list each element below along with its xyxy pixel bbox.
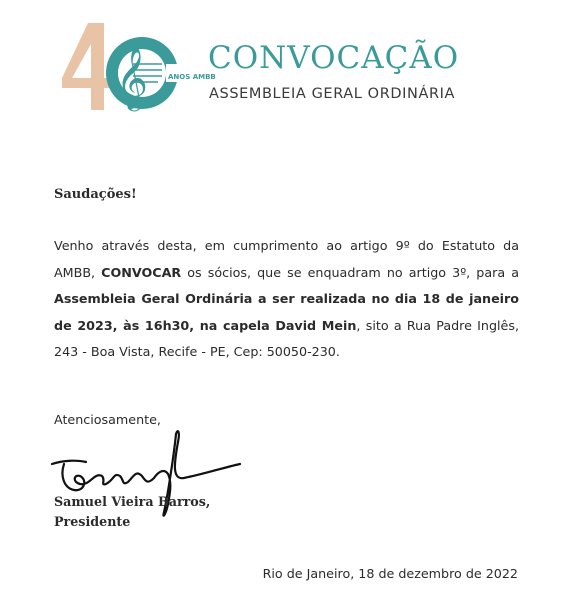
signer-name: Samuel Vieira Barros, [54, 494, 211, 509]
document-subtitle: ASSEMBLEIA GERAL ORDINÁRIA [209, 86, 456, 102]
greeting: Saudações! [54, 187, 137, 202]
svg-text:𝄞: 𝄞 [116, 46, 148, 109]
document-title: CONVOCAÇÃO [208, 40, 460, 76]
body-text-3: , sito a Rua Padre Inglês, 243 - Boa Vista, Recife - PE, Cep: 50050-230. [54, 317, 519, 359]
closing: Atenciosamente, [54, 412, 161, 427]
anniversary-logo-icon [58, 18, 216, 118]
place-and-date: Rio de Janeiro, 18 de dezembro de 2022 [262, 566, 518, 581]
handwritten-signature [44, 424, 244, 524]
letter-body [54, 233, 519, 366]
signer-role: Presidente [54, 514, 131, 529]
body-text-1: Venho através desta, em cumprimento ao artigo 9º do Estatuto da AMBB, [54, 238, 519, 280]
body-emphasis-convocar: CONVOCAR [101, 264, 182, 280]
body-text-2: os sócios, que se enquadram no artigo 3º, para a [181, 264, 519, 280]
body-emphasis-assembly: Assembleia Geral Ordinária a ser realizada no dia 18 de janeiro de 2023, às 16h30, na capela David Mein [54, 291, 519, 333]
logo-badge-text: ANOS AMBB [168, 73, 216, 81]
